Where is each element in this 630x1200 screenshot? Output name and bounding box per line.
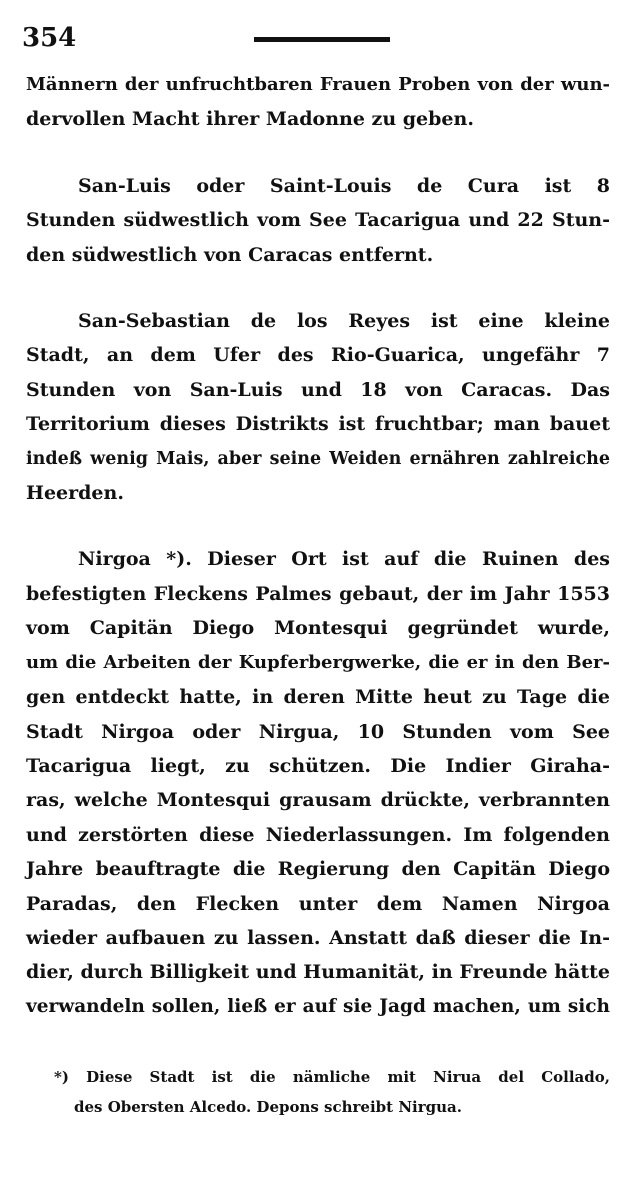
text-line: San-Luis oder Saint-Louis de Cura ist 8	[78, 174, 610, 197]
header-rule	[254, 37, 390, 42]
footnote-line: des Obersten Alcedo. Depons schreibt Nirgua.	[74, 1098, 462, 1116]
text-line: Stunden südwestlich vom See Tacarigua und 22 Stun-	[26, 209, 610, 232]
text-line: um die Arbeiten der Kupferbergwerke, die er in den Ber-	[26, 651, 610, 673]
text-line: Tacarigua liegt, zu schützen. Die Indier Giraha-	[26, 754, 610, 777]
text-line: Stunden von San-Luis und 18 von Caracas. Das	[26, 378, 610, 401]
text-line: Heerden.	[26, 482, 124, 505]
text-line: dier, durch Billigkeit und Humanität, in Freunde hätte	[26, 961, 610, 984]
paragraph-continuation	[26, 68, 610, 137]
page-header	[22, 22, 612, 58]
paragraph-san-luis	[26, 169, 610, 272]
text-line: ras, welche Montesqui grausam drückte, verbrannten	[26, 789, 610, 812]
text-line: San-Sebastian de los Reyes ist eine kleine	[78, 310, 610, 333]
text-line: den südwestlich von Caracas entfernt.	[26, 243, 434, 266]
page-number: 354	[22, 23, 77, 53]
text-line: Territorium dieses Distrikts ist fruchtbar; man bauet	[26, 413, 610, 436]
text-line: Stadt, an dem Ufer des Rio-Guarica, ungefähr 7	[26, 344, 610, 367]
text-line: verwandeln sollen, ließ er auf sie Jagd machen, um sich	[26, 995, 610, 1017]
text-line: Männern der unfruchtbaren Frauen Proben von der wun-	[26, 74, 610, 95]
text-line: Stadt Nirgoa oder Nirgua, 10 Stunden vom See	[26, 720, 610, 743]
text-line: befestigten Fleckens Palmes gebaut, der im Jahr 1553	[26, 582, 610, 605]
text-line: dervollen Macht ihrer Madonne zu geben.	[26, 108, 474, 131]
text-line: und zerstörten diese Niederlassungen. Im folgenden	[26, 823, 610, 846]
body-text	[26, 68, 610, 1056]
text-line: vom Capitän Diego Montesqui gegründet wurde,	[26, 617, 610, 640]
text-line: Paradas, den Flecken unter dem Namen Nirgoa	[26, 892, 610, 915]
paragraph-san-sebastian	[26, 304, 610, 510]
footnote	[54, 1062, 610, 1122]
text-line: Nirgoa *). Dieser Ort ist auf die Ruinen des	[78, 548, 610, 571]
text-line: gen entdeckt hatte, in deren Mitte heut zu Tage die	[26, 686, 610, 709]
footnote-line: *) Diese Stadt ist die nämliche mit Nirua del Collado,	[54, 1068, 610, 1086]
text-line: wieder aufbauen zu lassen. Anstatt daß dieser die In-	[26, 926, 610, 949]
paragraph-nirgoa	[26, 542, 610, 1024]
text-line: Jahre beauftragte die Regierung den Capitän Diego	[26, 858, 610, 881]
text-line: indeß wenig Mais, aber seine Weiden ernähren zahlreiche	[26, 448, 610, 469]
